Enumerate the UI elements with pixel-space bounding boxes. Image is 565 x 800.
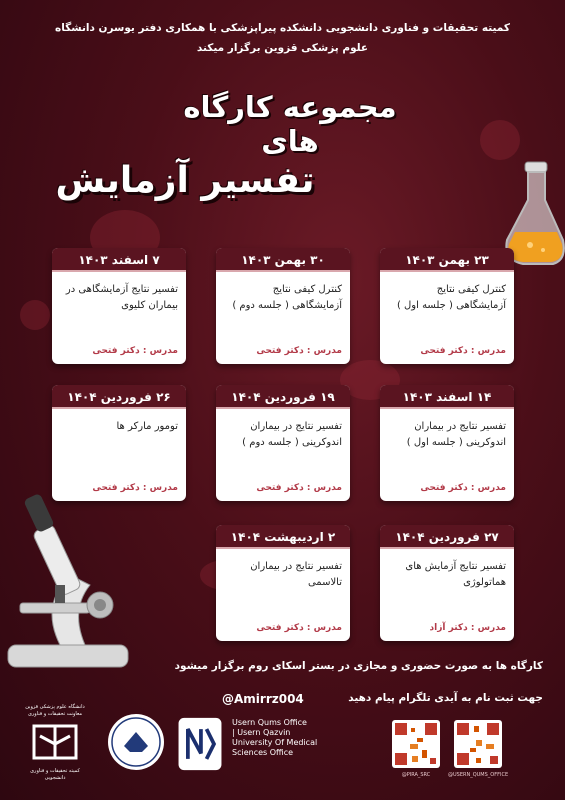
qr-code-pira[interactable] (392, 720, 440, 768)
workshop-date: ۱۴ اسفند ۱۴۰۳ (380, 385, 514, 409)
workshop-title: تومور مارکر ها (116, 421, 178, 432)
workshop-card (216, 525, 350, 641)
workshop-title: تفسیر نتایج در بیماران اندوکرینی ( جلسه اول ) (406, 421, 506, 448)
organizer-header (20, 18, 545, 58)
workshop-date: ۲۳ بهمن ۱۴۰۳ (380, 248, 514, 272)
faculty-seal-logo (106, 712, 166, 772)
workshop-card (216, 385, 350, 501)
title-main: تفسیر آزمایش (55, 160, 315, 201)
workshop-teacher: مدرس : دکتر آزاد (429, 623, 506, 633)
workshop-date: ۷ اسفند ۱۴۰۳ (52, 248, 186, 272)
header-line-2: علوم پزشکی قزوین برگزار میکند (196, 42, 369, 54)
workshop-card (216, 248, 350, 364)
workshop-title: کنترل کیفی نتایج آزمایشگاهی ( جلسه دوم ) (232, 284, 342, 311)
workshop-teacher: مدرس : دکتر فتحی (256, 623, 342, 633)
workshop-teacher: مدرس : دکتر فتحی (420, 346, 506, 356)
workshop-title: کنترل کیفی نتایج آزمایشگاهی ( جلسه اول ) (396, 284, 506, 311)
microscope-icon (0, 485, 140, 675)
workshop-date: ۲۷ فروردین ۱۴۰۴ (380, 525, 514, 549)
workshop-card (380, 385, 514, 501)
workshop-card (380, 525, 514, 641)
workshop-title: تفسیر نتایج در بیماران اندوکرینی ( جلسه دوم ) (242, 421, 342, 448)
workshop-title: تفسیر نتایج در بیماران تالاسمی (250, 561, 342, 588)
register-note: جهت ثبت نام به آیدی تلگرام پیام دهید (348, 692, 543, 704)
committee-caption: کمیته تحقیقات و فناوری دانشجویی (30, 768, 80, 781)
workshop-teacher: مدرس : دکتر فتحی (420, 483, 506, 493)
workshop-title: تفسیر نتایج آزمایشگاهی در بیماران کلیوی (65, 284, 178, 311)
decor-blob (480, 120, 520, 160)
workshop-teacher: مدرس : دکتر فتحی (92, 346, 178, 356)
university-caption: دانشگاه علوم پزشکی قزوین معاونت تحقیقات و فناوری (25, 704, 85, 717)
decor-blob (20, 300, 50, 330)
workshop-card (52, 385, 186, 501)
workshop-card (380, 248, 514, 364)
title-series: مجموعه کارگاه های (183, 90, 397, 158)
workshop-card (52, 248, 186, 364)
workshop-teacher: مدرس : دکتر فتحی (256, 346, 342, 356)
committee-logo (30, 722, 80, 762)
workshop-teacher: مدرس : دکتر فتحی (92, 483, 178, 493)
qr-label-usern: @USERN_QUMS_OFFICE (448, 772, 509, 778)
qr-label-pira: @PIRA_SRC (401, 772, 431, 778)
workshop-teacher: مدرس : دکتر فتحی (256, 483, 342, 493)
usern-logo (176, 716, 224, 772)
format-note: کارگاه ها به صورت حضوری و مجازی در بستر اسکای روم برگزار میشود (174, 660, 543, 672)
telegram-handle[interactable]: @Amirrz004 (222, 692, 304, 706)
workshop-date: ۲ اردیبهشت ۱۴۰۴ (216, 525, 350, 549)
workshop-title: تفسیر نتایج آزمایش های هماتولوژی (405, 561, 506, 588)
workshop-date: ۱۹ فروردین ۱۴۰۴ (216, 385, 350, 409)
workshop-date: ۲۶ فروردین ۱۴۰۴ (52, 385, 186, 409)
workshop-date: ۳۰ بهمن ۱۴۰۳ (216, 248, 350, 272)
qr-code-usern[interactable] (454, 720, 502, 768)
header-line-1: کمیته تحقیقات و فناوری دانشجویی دانشکده پیراپزشکی با همکاری دفتر یوسرن دانشگاه (55, 22, 510, 34)
usern-office-text: Usern Qums Office | Usern Qazvin University Of Medical Sciences Office (232, 718, 318, 757)
